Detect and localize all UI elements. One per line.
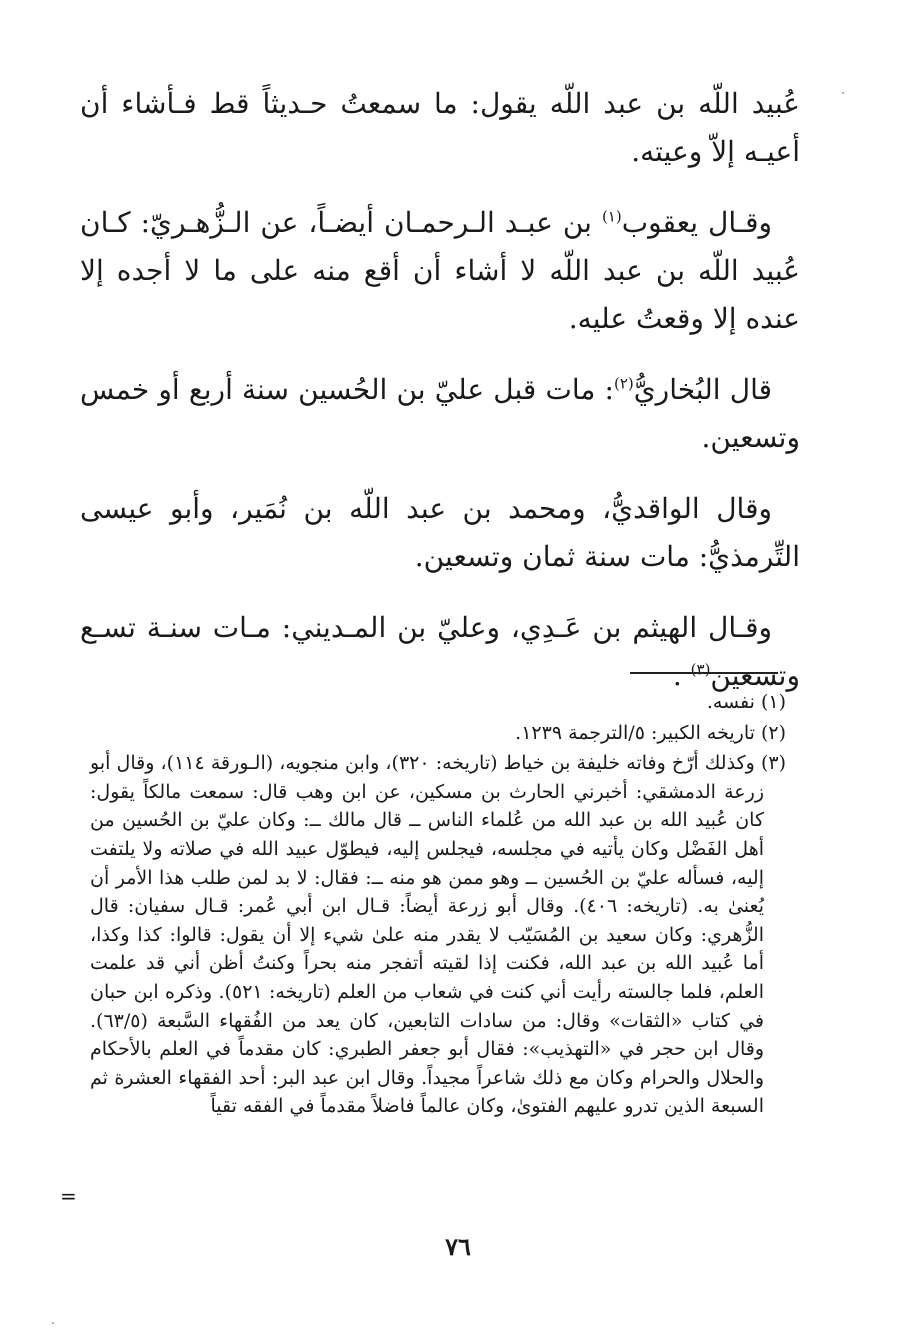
footnote-3: (٣) وكذلك أرّخ وفاته خليفة بن خياط (تاريخه: ٣٢٠)، وابن منجويه، (الـورقة ١١٤)، وقال أبو زرعة الدمشقي: أخبرني الحارث بن مسكين، عن ابن وهب قال: سمعت مالكاً يقول: كان عُبيد الله بن عبد الله من عُلماء الناس ــ قال مالك ــ: وكان عليّ بن الحُسين من أهل الفَضْل وكان يأتيه في مجلسه، فيجلس إليه، فيطوّل عبيد الله في صلاته ولا يلتفت إليه، فسأله عليّ بن الحُسين ــ وهو ممن هو منه ــ: فقال: لا بد لمن طلب هذا الأمر أن يُعنىٰ به. (تاريخه: ٤٠٦). وقال أبو زرعة أيضاً: قـال ابن أبي عُمر: قـال سفيان: قال الزُّهري: وكان سعيد بن المُسَيّب لا يقدر منه علىٰ شيء إلا أن يقول: قالوا: كذا وكذا، أما عُبيد الله بن عبد الله، فكنت إذا لقيته أتفجر منه بحراً وكنتُ أظن أني قد علمت العلم، فلما جالسته رأيت أني كنت في شعاب من العلم (تاريخه: ٥٢١). وذكره ابن حبان في كتاب «الثقات» وقال: من سادات التابعين، كان يعد من الفُقهاء السَّبعة (٦٣/٥). وقال ابن حجر في «التهذيب»: فقال أبو جعفر الطبري: كان مقدماً في العلم بالأحكام والحلال والحرام وكان مع ذلك شاعراً مجيداً. وقال ابن عبد البر: أحد الفقهاء العشرة ثم السبعة الذين تدرو عليهم الفتوىٰ، وكان عالماً فاضلاً مقدماً في الفقه تقياً bbox=[90, 752, 786, 1118]
footnotes-section bbox=[90, 688, 786, 1123]
scan-speck bbox=[52, 1322, 54, 1324]
paragraph-2-rest: بن عبـد الـرحمـان أيضـاً، عن الـزُّهـريّ: كـان عُبيد اللّه بن عبد اللّه لا أشاء أن أقع منه على ما لا أجده إلا عنده إلا وقعتُ عليه. bbox=[80, 206, 800, 335]
paragraph-3-rest: : مات قبل عليّ بن الحُسين سنة أربع أو خمس وتسعين. bbox=[80, 373, 800, 454]
paragraph-5-end: . bbox=[672, 659, 682, 692]
footnote-2: (٢) تاريخه الكبير: ٥/الترجمة ١٢٣٩. bbox=[515, 721, 786, 744]
page-number: ٧٦ bbox=[445, 1232, 471, 1261]
paragraph-2 bbox=[80, 199, 800, 343]
continuation-mark: = bbox=[60, 1184, 77, 1208]
paragraph-2-lead: وقـال يعقوب bbox=[621, 206, 772, 239]
paragraph-3-lead: قال البُخاريُّ bbox=[633, 373, 772, 406]
paragraph-5 bbox=[80, 604, 800, 700]
footnote-ref-2[interactable]: (٢) bbox=[613, 374, 634, 393]
paragraph-3 bbox=[80, 366, 800, 462]
paragraph-1: عُبيد اللّه بن عبد اللّه يقول: ما سمعتُ حـديثاً قط فـأشاء أن أعيـه إلاّ وعيته. bbox=[80, 87, 800, 168]
paragraph-4: وقال الواقديُّ، ومحمد بن عبد اللّه بن نُمَير، وأبو عيسى التِّرمذيُّ: مات سنة ثمان وتسعين. bbox=[80, 492, 800, 573]
footnote-separator bbox=[630, 672, 778, 674]
footnote-ref-3[interactable]: (٣) bbox=[690, 660, 711, 679]
footnote-ref-1[interactable]: (١) bbox=[601, 207, 622, 226]
paragraph-5-text: وقـال الهيثم بن عَـدِي، وعليّ بن المـديني: مـات سنـة تسـع وتسعين bbox=[80, 611, 800, 692]
main-text bbox=[80, 80, 800, 723]
footnote-1: (١) نفسه. bbox=[706, 691, 786, 713]
scan-speck bbox=[842, 92, 844, 94]
